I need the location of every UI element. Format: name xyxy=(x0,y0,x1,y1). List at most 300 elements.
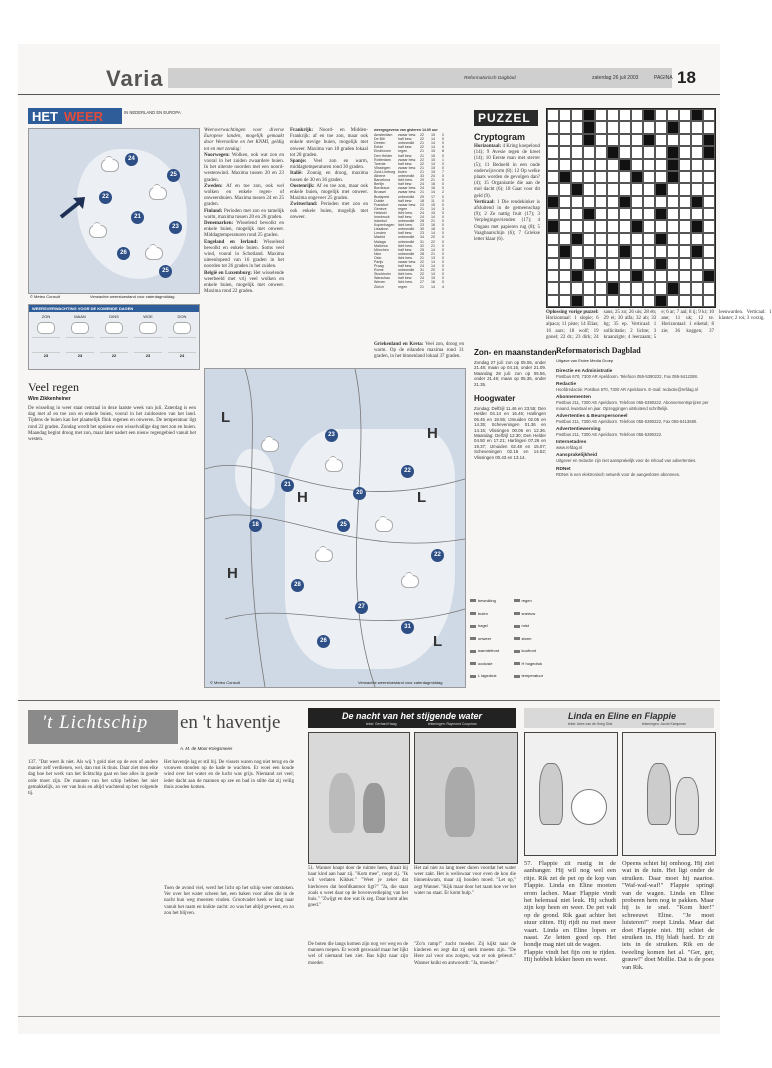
crossword-cell xyxy=(571,159,583,171)
table-cell: 0 xyxy=(442,251,444,256)
table-cell: Wenen xyxy=(374,280,386,285)
crossword-cell xyxy=(703,121,715,133)
serial-title-a: 't Lichtschip xyxy=(42,712,149,733)
crossword-cell xyxy=(583,146,595,158)
crossword-cell xyxy=(607,220,619,232)
temperature-marker: 23 xyxy=(325,429,338,442)
crossword-cell xyxy=(703,109,715,121)
table-cell: 0 xyxy=(442,178,444,183)
crossword-cell xyxy=(703,258,715,270)
comic2-paragraph: 57. Flappie zit rustig in de aanbanger. Hij wil nog wel een ritje. Rik zet de pet op de kop van Flappie. Linda en Eline moeten erom lachen. Maar Flappie vindt het helemaal niet leuk. Hij schudt zijn kop heen en weer. De pet valt op de grond. Rik gaat achter het stuur zitten. Hij rijdt nu met meer vaart. Linda en Eline lopen er naast. Ze letten goed op. Het hondje mag niet uit de wagen. xyxy=(524,860,616,949)
page-label: PAGINA xyxy=(654,75,673,81)
crossword-cell xyxy=(655,146,667,158)
table-cell: 7 xyxy=(442,169,444,174)
netherlands-weather-map xyxy=(28,128,200,294)
table-cell: 14 xyxy=(431,231,435,236)
table-cell: Amsterdam xyxy=(374,133,393,138)
crossword-cell xyxy=(691,159,703,171)
cloud-icon xyxy=(149,187,167,200)
country-name: België en Luxemburg: xyxy=(204,270,252,276)
crossword-cell xyxy=(571,282,583,294)
temperature-marker: 18 xyxy=(249,519,262,532)
crossword-cell xyxy=(619,109,631,121)
crossword-cell xyxy=(559,121,571,133)
high-pressure-label: H xyxy=(427,425,438,442)
table-cell: 21 xyxy=(420,255,424,260)
table-cell: 14 xyxy=(431,137,435,142)
legend-item: occlusie xyxy=(470,661,511,674)
table-cell: Barcelona xyxy=(374,178,391,183)
table-cell: 13 xyxy=(431,255,435,260)
table-cell: zwaar bew. xyxy=(398,133,416,138)
legend-item: regen xyxy=(514,598,555,611)
comic-panel xyxy=(414,732,518,864)
crossword-cell xyxy=(691,282,703,294)
table-cell: Innsbruck xyxy=(374,214,390,219)
crossword-cell xyxy=(679,146,691,158)
table-cell: 21 xyxy=(431,178,435,183)
comic-text-2: Het zal niet zo lang meer duren voordat het water weer zakt. Het is weliswaar voor even de kou die binnenkwam, maar zij houden moed. "Let op," zegt Wanner. "Kijk maar door het raam hoe ver het water nu staat. Er komt hulp." xyxy=(414,866,516,896)
crossword-cell xyxy=(571,196,583,208)
crossword-cell xyxy=(583,196,595,208)
table-cell: 24 xyxy=(420,186,424,191)
table-cell: 21 xyxy=(431,219,435,224)
crossword-cell xyxy=(691,146,703,158)
footer-rule xyxy=(18,1016,720,1017)
crossword-cell xyxy=(607,121,619,133)
cloud-icon xyxy=(315,549,333,562)
cloud-icon xyxy=(71,322,89,334)
table-cell: 0 xyxy=(442,174,444,179)
country-forecast: Perioden met zon en ook enkele buien, mogelijk met onweer. xyxy=(290,202,368,220)
colophon-heading: Advertenties & Beurspersoneel xyxy=(556,413,628,419)
table-cell: Malaga xyxy=(374,239,386,244)
crossword-cell xyxy=(667,220,679,232)
legend-item: warmtefront xyxy=(470,648,511,661)
table-cell: 29 xyxy=(420,178,424,183)
country-name: Zwitserland: xyxy=(290,202,318,208)
puzzle-logo-text: PUZZEL xyxy=(478,111,531,125)
table-cell: zwaar bew. xyxy=(398,186,416,191)
table-cell: 29 xyxy=(420,194,424,199)
crossword-cell xyxy=(703,208,715,220)
low-pressure-label: L xyxy=(417,489,427,506)
crossword-cell xyxy=(691,134,703,146)
table-cell: 4 xyxy=(442,284,444,289)
crossword-cell xyxy=(595,183,607,195)
table-cell: Bordeaux xyxy=(374,186,390,191)
forecast-temp: 24 xyxy=(179,353,185,358)
section-rule xyxy=(18,700,720,701)
crossword-cell xyxy=(559,208,571,220)
table-cell: 14 xyxy=(431,284,435,289)
serial-column-2: Het haventje lag er stil bij. De vissers waren nog niet terug en de vrouwen stonden op de kade te wachten. Er woei een koude wind over het water en de lucht was grijs. Niemand zei veel; ieder dacht aan de mannen op zee en bad in stilte dat zij veilig thuis zouden komen. xyxy=(164,760,294,790)
colophon-heading: Advertentiewerving xyxy=(556,427,601,433)
sun-moon-title: Zon- en maanstanden xyxy=(474,348,557,357)
table-cell: 18 xyxy=(420,198,424,203)
crossword-cell xyxy=(595,208,607,220)
legend-item: mist xyxy=(514,623,555,636)
table-cell: 14 xyxy=(431,272,435,277)
table-cell: 0 xyxy=(442,276,444,281)
table-cell: 0 xyxy=(442,264,444,269)
sun-moon-text: Zondag 27 juli: zon op 05.55, onder 21.48; maan op 04.16, onder 21.09. Maandag 28 juli: zon op 05.56, onder 21.46; maan op 05.36, onder 21.35. xyxy=(474,360,546,387)
crossword-cell xyxy=(667,282,679,294)
crossword-cell xyxy=(607,134,619,146)
crossword-cell xyxy=(691,196,703,208)
legend-item: storm xyxy=(514,636,555,649)
crossword-cell xyxy=(571,134,583,146)
nl-map-note: Verwachte weerstoestand voor zaterdagmiddag xyxy=(90,294,175,299)
table-cell: 3 xyxy=(442,206,444,211)
crossword-cell xyxy=(655,258,667,270)
crossword-cell xyxy=(667,258,679,270)
table-cell: licht bew. xyxy=(398,223,413,228)
forecast-day xyxy=(29,312,63,358)
table-cell: 8 xyxy=(442,149,444,154)
crossword-cell xyxy=(607,233,619,245)
table-cell: 0 xyxy=(442,210,444,215)
crossword-cell xyxy=(679,134,691,146)
crossword-cell xyxy=(595,270,607,282)
comic2-title: Linda en Eline en Flappie xyxy=(568,711,677,721)
colophon-text: RDNet is een elektronisch netwerk voor de aangesloten abonnees. xyxy=(556,471,681,477)
comic-text-4: "Zo'n ramp!" zucht moeder. Zij kijkt naar de kinderen en zegt dat zij sterk moeten zijn. "De Here zal voor ons zorgen, wat er ook gebeurt." Wanner knikt en antwoordt: "Ja, moeder." xyxy=(414,942,516,966)
weather-logo xyxy=(28,108,122,124)
crossword-cell xyxy=(631,270,643,282)
colophon-text: Postbus 211, 7300 AE Apeldoorn. Telefoon 055-5390222. xyxy=(556,432,663,438)
table-cell: 0 xyxy=(442,219,444,224)
cloud-icon xyxy=(145,247,163,260)
crossword-cell xyxy=(691,245,703,257)
europe-map-credit: © Meteo Consult xyxy=(210,680,240,685)
crossword-cell xyxy=(571,270,583,282)
temperature-marker: 28 xyxy=(291,579,304,592)
table-cell: 22 xyxy=(420,157,424,162)
figure xyxy=(647,763,671,825)
table-cell: 0 xyxy=(442,260,444,264)
crossword-cell xyxy=(595,109,607,121)
crossword-cell xyxy=(631,109,643,121)
weather-logo-weer: WEER xyxy=(64,109,103,124)
crossword-cell xyxy=(643,171,655,183)
table-cell: 21 xyxy=(420,149,424,154)
crossword-cell xyxy=(691,220,703,232)
crossword-cell xyxy=(667,270,679,282)
crossword-cell xyxy=(703,159,715,171)
crossword-cell xyxy=(643,220,655,232)
crossword-cell xyxy=(547,282,559,294)
table-cell: 0 xyxy=(442,214,444,219)
table-cell: Vlissingen xyxy=(374,165,391,170)
crossword-cell xyxy=(631,121,643,133)
table-cell: regen xyxy=(398,284,408,289)
table-cell: 0 xyxy=(442,202,444,207)
colophon-heading: Directie en Administratie xyxy=(556,369,613,374)
table-cell: Rome xyxy=(374,268,384,273)
temperature-marker: 21 xyxy=(131,211,144,224)
table-cell: 0 xyxy=(442,235,444,240)
crossword-cell xyxy=(583,134,595,146)
crossword-cell xyxy=(571,109,583,121)
table-cell: 15 xyxy=(431,165,435,170)
crossword-cell xyxy=(679,233,691,245)
crossword-cell xyxy=(631,146,643,158)
crossword-cell xyxy=(619,258,631,270)
forecast-day xyxy=(131,312,165,358)
crossword-cell xyxy=(679,208,691,220)
figure xyxy=(571,789,607,825)
table-cell: half bew. xyxy=(398,231,413,236)
country-forecast: Het wisselende weerbeeld met vrij veel wolken en enkele buien, mogelijk met onweer. Maxima rond 22 graden. xyxy=(204,270,285,295)
crossword-cell xyxy=(571,146,583,158)
temperature-marker: 22 xyxy=(431,549,444,562)
weather-article-body: De wisseling in weer staat centraal in deze laatste week van juli. Zaterdag is een dag met af en toe zon en enkele buien, vooral in het zuidoosten van het land. Tijdens de buien kan het plaatselijk flink regenen en onweren. De temperatuur ligt rond 22 graden. Zondag wordt het opnieuw een wisselvallige dag met zon en buien. Maandag begint droog met zon, maar later nadert een nieuw regengebied vanuit het westen. xyxy=(28,406,196,443)
temperature-marker: 20 xyxy=(353,487,366,500)
table-cell: Brussel xyxy=(374,190,386,195)
colophon-heading: Aansprakelijkheid xyxy=(556,453,598,459)
cloud-icon xyxy=(375,519,393,532)
table-cell: 16 xyxy=(431,223,435,228)
crossword-cell xyxy=(703,282,715,294)
forecast-temp: 23 xyxy=(145,353,151,358)
table-cell: 21 xyxy=(420,284,424,289)
crossword-cell xyxy=(571,233,583,245)
crossword-cell xyxy=(559,109,571,121)
crossword-cell xyxy=(595,295,607,307)
table-cell: 15 xyxy=(431,133,435,138)
isobar-lines xyxy=(205,369,465,687)
table-cell: 15 xyxy=(431,157,435,162)
table-cell: onbewolkt xyxy=(398,235,415,240)
table-cell: zwaar bew. xyxy=(398,157,416,162)
table-cell: Praag xyxy=(374,264,384,269)
table-cell: 0 xyxy=(442,153,444,158)
comic2-text-2: Opeens schiet hij omhoog. Hij ziet wat in de tuin. Het ligt onder de struiken. Daar moet hij naartoe. "Waf-waf-waf!" Flappie springt van de wagen. Linda en Eline proberen hem nog te pakken. Maar hij is te snel. "Kom hier!" schreeuwt Eline. "Je moet luisteren!" roept Linda. Maar dat doet Flappie niet. Hij schiet de struiken in. Hij blaft hard. Er zit iets in de struiken. Rik en de tweeling komen het al. "Ger, ger, grauw!" doet Mollie. Dat is de poes van Rik. xyxy=(622,860,714,971)
table-cell: half bew. xyxy=(398,276,413,281)
crossword-cell xyxy=(655,282,667,294)
table-cell: 25 xyxy=(420,247,424,252)
table-cell: 2 xyxy=(442,133,444,138)
figure xyxy=(539,763,563,825)
crossword-cell xyxy=(559,171,571,183)
country-name: Noorwegen: xyxy=(204,152,230,158)
comic2-panel xyxy=(622,732,716,856)
forecast-day-label: ZON xyxy=(41,314,51,319)
table-cell: half bew. xyxy=(398,145,413,150)
temperature-marker: 31 xyxy=(401,621,414,634)
crossword-cell xyxy=(703,134,715,146)
crossword-cell xyxy=(595,233,607,245)
table-header: weergegevens van gisteren 14.00 uur xyxy=(374,128,438,132)
high-pressure-label: H xyxy=(227,565,238,582)
forecast-text-column xyxy=(204,128,284,360)
temperature-marker: 21 xyxy=(281,479,294,492)
crossword-cell xyxy=(595,282,607,294)
table-cell: 24 xyxy=(420,264,424,269)
crossword-cell xyxy=(595,220,607,232)
crossword-cell xyxy=(559,134,571,146)
serial-column-3: Toen de avond viel, werd het licht op het schip weer ontstoken. Ver over het water scheen het, een baken voor allen die in de nacht hun weg moesten vinden. Grootvader keek er lang naar vanuit het raam en knikte zacht: zo was het altijd geweest, en zo zou het blijven. xyxy=(164,886,294,916)
crossword-cell xyxy=(571,245,583,257)
crossword-cell xyxy=(631,233,643,245)
table-cell: half bew. xyxy=(398,161,413,166)
colophon-heading: Abonnementen xyxy=(556,395,591,401)
figure xyxy=(363,783,385,833)
colophon-body xyxy=(556,366,714,688)
crossword-cell xyxy=(619,282,631,294)
table-cell: 23 xyxy=(420,223,424,228)
table-cell: licht bew. xyxy=(398,178,413,183)
crossword-cell xyxy=(643,159,655,171)
forecast-day-text xyxy=(100,337,128,353)
crossword-cell xyxy=(643,208,655,220)
table-cell: 17 xyxy=(431,194,435,199)
crossword-cell xyxy=(619,245,631,257)
europe-map-note: Verwachte weerstoestand voor zaterdagmiddag xyxy=(358,680,443,685)
table-cell: 14 xyxy=(431,141,435,146)
table-cell: licht bew. xyxy=(398,255,413,260)
legend-item: hagel xyxy=(470,623,511,636)
crossword-cell xyxy=(583,233,595,245)
crossword-cell xyxy=(559,270,571,282)
legend-item: buien xyxy=(470,611,511,624)
crossword-cell xyxy=(655,220,667,232)
forecast-day-text xyxy=(66,337,94,353)
table-cell: 24 xyxy=(420,182,424,187)
table-cell: 21 xyxy=(420,190,424,195)
crossword-cell xyxy=(643,282,655,294)
table-cell: 22 xyxy=(420,133,424,138)
crossword-cell xyxy=(547,196,559,208)
table-cell: 1 xyxy=(442,157,444,162)
low-pressure-label: L xyxy=(433,633,443,650)
wind-arrow-icon xyxy=(59,195,89,219)
legend-item: bewolking xyxy=(470,598,511,611)
table-cell: Londen xyxy=(374,231,386,236)
crossword-cell xyxy=(631,196,643,208)
table-cell: 21 xyxy=(431,243,435,248)
crossword-cell xyxy=(607,159,619,171)
temperature-marker: 22 xyxy=(99,191,112,204)
table-cell: licht bew. xyxy=(398,280,413,285)
crossword-cell xyxy=(679,245,691,257)
crossword-cell xyxy=(571,183,583,195)
table-cell: De Bilt xyxy=(374,137,385,142)
table-cell: 18 xyxy=(431,227,435,232)
table-cell: onbewolkt xyxy=(398,141,415,146)
crossword-cell xyxy=(559,295,571,307)
comic-credit-left: tekst: Gerhard Haag xyxy=(366,722,397,726)
legend-item: temperatuur xyxy=(514,673,555,686)
crossword-cell xyxy=(655,245,667,257)
table-cell: Oslo xyxy=(374,255,382,260)
crossword-cell xyxy=(667,208,679,220)
crossword-cell xyxy=(667,196,679,208)
crossword-cell xyxy=(655,183,667,195)
table-cell: 32 xyxy=(420,243,424,248)
table-cell: 0 xyxy=(442,268,444,273)
table-cell: 15 xyxy=(431,210,435,215)
forecast-day-text xyxy=(168,337,196,353)
crossword-cell xyxy=(631,159,643,171)
country-forecast: Wisselend bewolkt en enkele buien. Soms veel wind, vooral in Schotland. Maxima uiteenlopend van 16 graden in het noorden tot 26 graden in het zuiden. xyxy=(204,239,284,270)
table-cell: 14 xyxy=(431,145,435,150)
table-cell: half bew. xyxy=(398,247,413,252)
table-cell: Berlijn xyxy=(374,182,384,187)
table-cell: zwaar bew. xyxy=(398,165,416,170)
weather-article-title: Veel regen xyxy=(28,380,79,394)
table-cell: regen xyxy=(398,206,408,211)
table-cell: buien xyxy=(398,169,407,174)
weather-article-author: Wim Zikkenheiner xyxy=(28,396,71,402)
crossword-cell xyxy=(703,245,715,257)
country-forecast: Wisselend bewolkt en enkele buien, mogelijk met onweer. Middagtemperaturen rond 25 graden. xyxy=(204,221,284,239)
solution-text: Horizontaal: 1 slopie; 6 alpaca; 11 piste; 14 Elias; 16 aars; 18 wolf; 19 gonel; 22 dr.; 23 dirk; 24 saus; 25 zo; 26 uis; 28 eb; 29 ei; 30 alfa; 32 ab; 33 bg; 35 ep. Verticaal: 1 sollicitatie; 2 lichte; 3 kraanzigte; 4 leerzaam; 5 e; 6 ar; 7 aal; 8 ij; 9 kr; 10 ane; 11 uk; 12 te. xyxy=(546,310,714,340)
crossword-cell xyxy=(667,171,679,183)
tide-text: Zondag: Delfzijl 11.46 en 23.55; Den Helder 04.14 en 16.46; Harlingen 06.45 en 18.55; IJmuiden 02.05 en 14.35; Scheveningen 01.36 en 14.15; Vlissingen 00.06 en 12.36. Maandag: Delfzijl 12.30; Den Helder 04.50 en 17.21; Harlingen 07.26 en 19.37; IJmuiden 02.48 en 15.07; Scheveningen 02.16 en 14.52; Vlissingen 00.43 en 13.14. xyxy=(474,406,546,460)
comic2-title-bar xyxy=(524,708,714,728)
comic2-paragraph: Flappie vindt het fijn om te rijden. Hij hobbelt lekker heen en weer. xyxy=(524,948,616,964)
across-title: Horizontaal: xyxy=(474,144,502,149)
colophon-text: www.refdag.nl xyxy=(556,445,583,451)
table-cell: licht bew. xyxy=(398,210,413,215)
low-pressure-label: L xyxy=(221,409,231,426)
cloud-icon xyxy=(105,322,123,334)
crossword-cell xyxy=(619,233,631,245)
nl-map-credit: © Meteo Consult xyxy=(30,294,60,299)
country-name: Zweden: xyxy=(204,183,223,189)
forecast-day-label: WOE xyxy=(143,314,153,319)
crossword-cell xyxy=(619,159,631,171)
crossword-cell xyxy=(595,121,607,133)
crossword-cell xyxy=(655,295,667,307)
country-forecast: Zonnig en droog, maxima tussen de 30 en 36 graden. xyxy=(290,171,369,183)
crossword-cell xyxy=(619,171,631,183)
crossword-cell xyxy=(631,220,643,232)
table-cell: Dublin xyxy=(374,198,385,203)
crossword-cell xyxy=(703,196,715,208)
weather-logo-sub: IN NEDERLAND EN EUROPA xyxy=(124,110,181,115)
crossword-cell xyxy=(547,245,559,257)
crossword-cell xyxy=(631,245,643,257)
crossword-cell xyxy=(703,171,715,183)
table-cell: licht bew. xyxy=(398,272,413,277)
table-cell: 0 xyxy=(442,165,444,170)
temperature-marker: 25 xyxy=(337,519,350,532)
crossword-cell xyxy=(547,146,559,158)
crossword-cell xyxy=(667,295,679,307)
table-cell: onbewolkt xyxy=(398,194,415,199)
temperature-marker: 25 xyxy=(167,169,180,182)
crossword-cell xyxy=(559,183,571,195)
table-cell: Istanbul xyxy=(374,219,387,224)
table-cell: 24 xyxy=(420,276,424,281)
crossword-cell xyxy=(631,208,643,220)
table-cell: Zürich xyxy=(374,284,384,289)
crossword-cell xyxy=(583,183,595,195)
table-cell: 31 xyxy=(420,268,424,273)
table-cell: 0 xyxy=(442,194,444,199)
cloud-icon xyxy=(37,322,55,334)
crossword-cell xyxy=(607,183,619,195)
legend-item: L lagedruk xyxy=(470,673,511,686)
crossword-cell xyxy=(631,134,643,146)
crossword-cell xyxy=(571,258,583,270)
forecast-temp: 23 xyxy=(77,353,83,358)
crossword-cell xyxy=(607,146,619,158)
temperature-marker: 26 xyxy=(317,635,330,648)
